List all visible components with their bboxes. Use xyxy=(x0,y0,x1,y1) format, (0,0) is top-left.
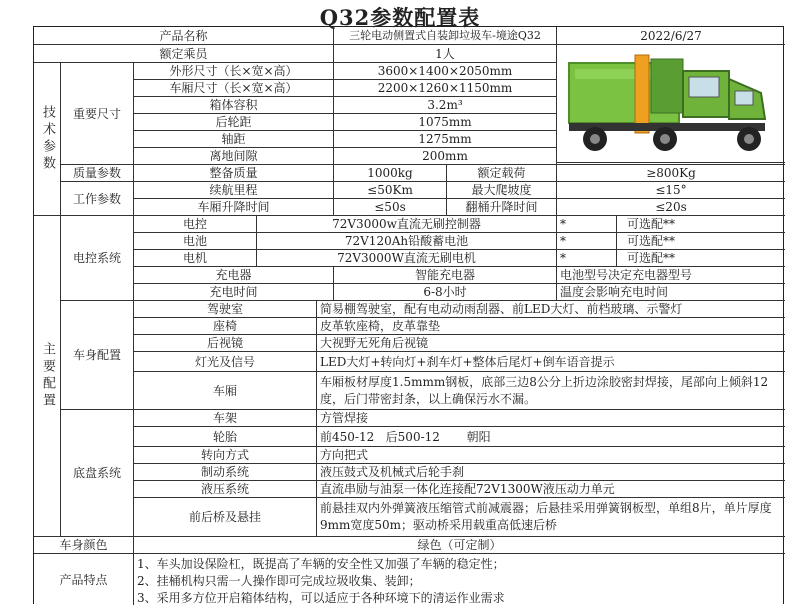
frame-label: 车架 xyxy=(134,410,317,427)
mass-group: 质量参数 xyxy=(61,165,134,182)
seat-label: 座椅 xyxy=(134,318,317,335)
bin-time-label: 翻桶升降时间 xyxy=(447,199,557,216)
seats-value: 1人 xyxy=(334,45,557,63)
climb-label: 最大爬坡度 xyxy=(447,182,557,199)
frame-value: 方管焊接 xyxy=(317,410,785,427)
product-name-label: 产品名称 xyxy=(34,27,334,45)
outer-size-value: 3600×1400×2050mm xyxy=(334,63,557,80)
climb-value: ≤15° xyxy=(557,182,785,199)
tire-label: 轮胎 xyxy=(134,427,317,447)
color-value: 绿色（可定制） xyxy=(134,537,785,554)
battery-mark: * xyxy=(557,233,617,250)
motor-mark: * xyxy=(557,250,617,267)
spec-table xyxy=(33,26,784,604)
battery-label: 电池 xyxy=(134,233,257,250)
work-group: 工作参数 xyxy=(61,182,134,216)
curb-weight-label: 整备质量 xyxy=(134,165,334,182)
body-group: 车身配置 xyxy=(61,301,134,410)
charge-time-value: 6-8小时 xyxy=(334,284,557,301)
steering-label: 转向方式 xyxy=(134,447,317,464)
box-size-label: 车厢尺寸（长×宽×高） xyxy=(134,80,334,97)
charger-note: 电池型号决定充电器型号 xyxy=(557,267,785,284)
blank-cell xyxy=(557,148,785,165)
date-value: 2022/6/27 xyxy=(557,27,785,45)
seat-value: 皮革软座椅，皮革靠垫 xyxy=(317,318,785,335)
feature-line: 2、挂桶机构只需一人操作即可完成垃圾收集、装卸； xyxy=(137,574,421,588)
motor-note: 可选配** xyxy=(617,250,785,267)
color-label: 车身颜色 xyxy=(34,537,134,554)
lights-label: 灯光及信号 xyxy=(134,352,317,372)
truck-photo xyxy=(557,45,785,163)
dimensions-group: 重要尺寸 xyxy=(61,63,134,165)
rear-track-value: 1075mm xyxy=(334,114,557,131)
volume-value: 3.2m³ xyxy=(334,97,557,114)
wheelbase-value: 1275mm xyxy=(334,131,557,148)
charger-value: 智能充电器 xyxy=(334,267,557,284)
brake-label: 制动系统 xyxy=(134,464,317,481)
tire-value: 前450-12 后500-12 朝阳 xyxy=(317,427,785,447)
controller-value: 72V3000w直流无刷控制器 xyxy=(257,216,557,233)
axle-suspension-label: 前后桥及悬挂 xyxy=(134,498,317,537)
cab-value: 简易棚驾驶室，配有电动动雨刮器、前LED大灯、前档玻璃、示警灯 xyxy=(317,301,785,318)
rated-load-value: ≥800Kg xyxy=(557,165,785,182)
lift-time-value: ≤50s xyxy=(334,199,447,216)
cargo-box-label: 车厢 xyxy=(134,372,317,410)
steering-value: 方向把式 xyxy=(317,447,785,464)
charge-time-note: 温度会影响充电时间 xyxy=(557,284,785,301)
feature-line: 1、车头加设保险杠，既提高了车辆的安全性又加强了车辆的稳定性； xyxy=(137,557,505,571)
range-label: 续航里程 xyxy=(134,182,334,199)
brake-value: 液压鼓式及机械式后轮手刹 xyxy=(317,464,785,481)
axle-suspension-value: 前悬挂双内外弹簧液压缩管式前减震器；后悬挂采用弹簧钢板型，单组8片，单片厚度9mm宽度50m；驱动桥采用载重高低速后桥 xyxy=(317,498,785,537)
controller-label: 电控 xyxy=(134,216,257,233)
feature-line: 3、采用多方位开启箱体结构，可以适应于各种环境下的清运作业需求 xyxy=(137,591,505,605)
electric-group: 电控系统 xyxy=(61,216,134,301)
clearance-value: 200mm xyxy=(334,148,557,165)
motor-label: 电机 xyxy=(134,250,257,267)
motor-value: 72V3000W直流无刷电机 xyxy=(257,250,557,267)
charger-label: 充电器 xyxy=(134,267,334,284)
volume-label: 箱体容积 xyxy=(134,97,334,114)
features-label: 产品特点 xyxy=(34,554,134,605)
mirror-value: 大视野无死角后视镜 xyxy=(317,335,785,352)
cab-label: 驾驶室 xyxy=(134,301,317,318)
controller-note: 可选配** xyxy=(617,216,785,233)
lights-value: LED大灯+转向灯+刹车灯+整体后尾灯+倒车语音提示 xyxy=(317,352,785,372)
rear-track-label: 后轮距 xyxy=(134,114,334,131)
product-name-value: 三轮电动侧置式自装卸垃圾车-境途Q32 xyxy=(334,27,557,45)
clearance-label: 离地间隙 xyxy=(134,148,334,165)
hydraulic-value: 直流串励与油泵一体化连接配72V1300W液压动力单元 xyxy=(317,481,785,498)
charge-time-label: 充电时间 xyxy=(134,284,334,301)
page-title: Q32参数配置表 xyxy=(319,5,481,30)
rated-load-label: 额定载荷 xyxy=(447,165,557,182)
outer-size-label: 外形尺寸（长×宽×高） xyxy=(134,63,334,80)
lift-time-label: 车厢升降时间 xyxy=(134,199,334,216)
tech-params-group: 技术参数 xyxy=(34,63,61,216)
seats-label: 额定乘员 xyxy=(34,45,334,63)
main-config-group: 主要配置 xyxy=(34,216,61,537)
features-list xyxy=(134,554,785,605)
bin-time-value: ≤20s xyxy=(557,199,785,216)
box-size-value: 2200×1260×1150mm xyxy=(334,80,557,97)
curb-weight-value: 1000kg xyxy=(334,165,447,182)
chassis-group: 底盘系统 xyxy=(61,410,134,537)
controller-mark: * xyxy=(557,216,617,233)
mirror-label: 后视镜 xyxy=(134,335,317,352)
garbage-truck-icon xyxy=(565,49,775,159)
battery-value: 72V120Ah铅酸蓄电池 xyxy=(257,233,557,250)
battery-note: 可选配** xyxy=(617,233,785,250)
cargo-box-value: 车厢板材厚度1.5mmm钢板，底部三边8公分上折边涂胶密封焊接，尾部向上倾斜12度，后门带密封条，以上确保污水不漏。 xyxy=(317,372,785,410)
hydraulic-label: 液压系统 xyxy=(134,481,317,498)
wheelbase-label: 轴距 xyxy=(134,131,334,148)
range-value: ≤50Km xyxy=(334,182,447,199)
